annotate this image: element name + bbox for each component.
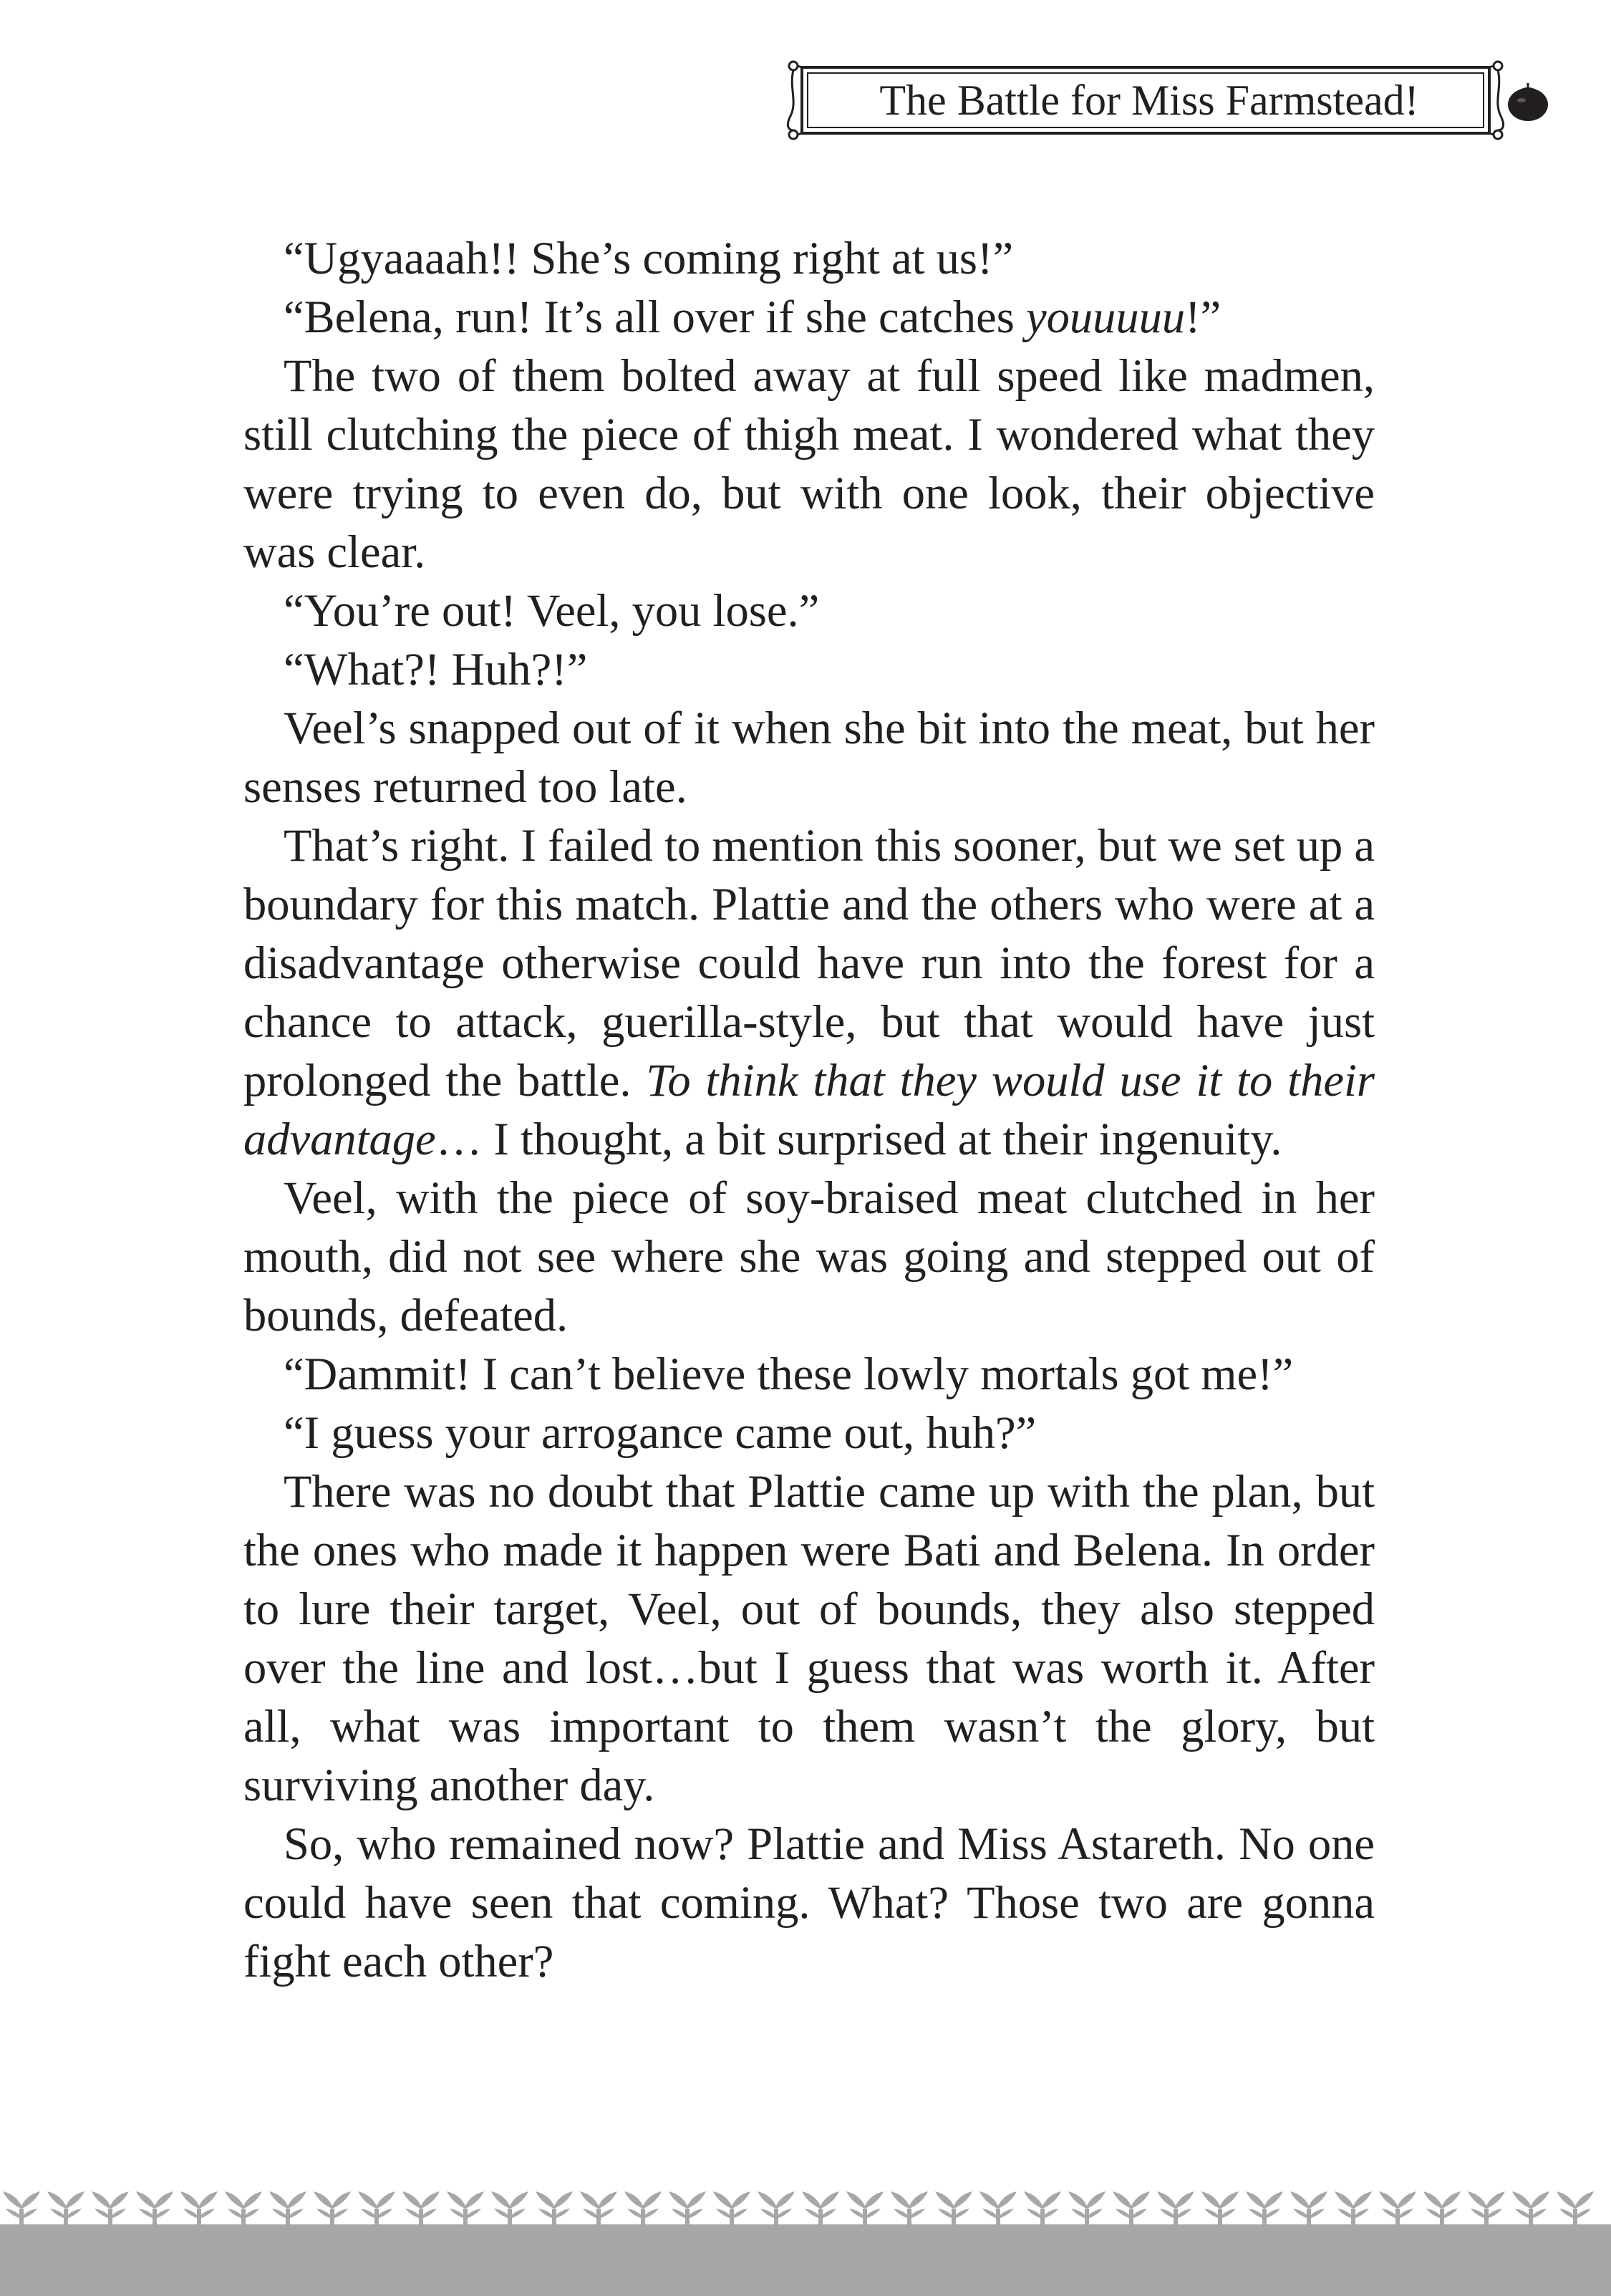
sprout-mark	[180, 2191, 218, 2227]
sprout-mark	[1423, 2191, 1461, 2227]
sprout-mark	[669, 2191, 706, 2227]
sprout-mark	[802, 2191, 839, 2227]
sprout-mark	[713, 2191, 750, 2227]
sprout-mark	[580, 2191, 617, 2227]
sprout-mark	[136, 2191, 173, 2227]
sprout-mark	[624, 2191, 662, 2227]
sprout-mark	[47, 2191, 84, 2227]
emphasis: To think that they would use it to their advantage	[243, 1055, 1375, 1164]
paragraph: “Dammit! I can’t believe these lowly mortals got me!”	[284, 1349, 1294, 1399]
sprout-mark	[225, 2191, 262, 2227]
paragraph: Veel’s snapped out of it when she bit into the meat, but her senses returned too late.	[243, 703, 1375, 812]
sprout-mark	[1379, 2191, 1416, 2227]
sprout-mark	[1068, 2191, 1106, 2227]
sprout-mark	[1468, 2191, 1505, 2227]
tomato-icon	[1506, 79, 1550, 123]
footer-decoration	[0, 2187, 1611, 2296]
sprout-mark	[846, 2191, 884, 2227]
sprout-mark	[1113, 2191, 1150, 2227]
sprout-mark	[1246, 2191, 1283, 2227]
sprout-mark	[891, 2191, 928, 2227]
sprout-pattern-icon	[0, 2187, 1611, 2227]
body-text	[243, 229, 1375, 1991]
paragraph: “I guess your arrogance came out, huh?”	[284, 1407, 1037, 1458]
sprout-mark	[1290, 2191, 1327, 2227]
footer-band	[0, 2224, 1611, 2296]
sprout-mark	[358, 2191, 395, 2227]
sprout-mark	[269, 2191, 306, 2227]
sprout-mark	[1024, 2191, 1061, 2227]
sprout-mark	[314, 2191, 351, 2227]
sprout-mark	[402, 2191, 440, 2227]
sprout-mark	[3, 2191, 40, 2227]
sprout-mark	[491, 2191, 528, 2227]
sprout-mark	[1335, 2191, 1372, 2227]
sprout-mark	[1201, 2191, 1239, 2227]
running-header	[780, 59, 1511, 142]
sprout-mark	[1157, 2191, 1194, 2227]
sprout-mark	[447, 2191, 484, 2227]
paragraph: “Belena, run! It’s all over if she catches youuuuu!”	[284, 291, 1221, 342]
sprout-mark	[1557, 2191, 1594, 2227]
paragraph: “What?! Huh?!”	[284, 644, 588, 695]
paragraph: “You’re out! Veel, you lose.”	[284, 585, 820, 636]
sprout-mark	[758, 2191, 795, 2227]
paragraph: So, who remained now? Plattie and Miss Astareth. No one could have seen that coming. What? Those two are gonna fight each other?	[243, 1818, 1375, 1987]
emphasis: youuuuu	[1025, 291, 1186, 342]
sprout-mark	[92, 2191, 129, 2227]
paragraph: Veel, with the piece of soy-braised meat clutched in her mouth, did not see where she was going and stepped out of bounds, defeated.	[243, 1172, 1375, 1341]
sprout-mark	[935, 2191, 972, 2227]
chapter-title: The Battle for Miss Farmstead!	[879, 77, 1419, 124]
paragraph: That’s right. I failed to mention this sooner, but we set up a boundary for this match. Plattie and the others who were at a disadvantage otherwise could have run into the forest for a chance to attack, guerilla-style, but that would have just prolonged the battle. To think that they would use it to their advantage… I thought, a bit surprised at their ingenuity.	[243, 820, 1375, 1164]
paragraph: The two of them bolted away at full speed like madmen, still clutching the piece of thigh meat. I wondered what they were trying to even do, but with one look, their objective was clear.	[243, 350, 1375, 577]
sprout-mark	[1512, 2191, 1549, 2227]
sprout-mark	[536, 2191, 573, 2227]
paragraph: “Ugyaaaah!! She’s coming right at us!”	[284, 233, 1014, 284]
paragraph: There was no doubt that Plattie came up with the plan, but the ones who made it happen were Bati and Belena. In order to lure their target, Veel, out of bounds, they also stepped over the line and lost…but I guess that was worth it. After all, what was important to them wasn’t the glory, but surviving another day.	[243, 1466, 1375, 1810]
sprout-mark	[979, 2191, 1017, 2227]
